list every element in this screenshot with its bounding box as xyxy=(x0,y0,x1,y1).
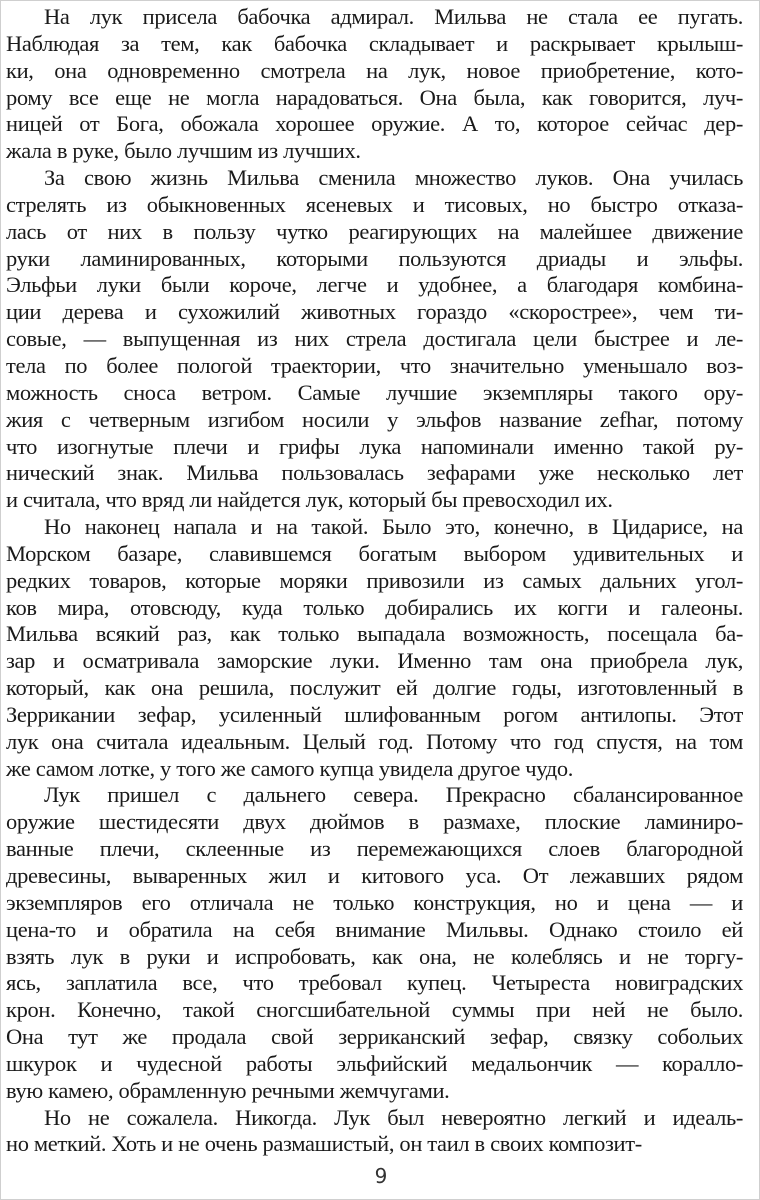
text-line: Эльфьи луки были короче, легче и удобнее, а благодаря комбина- xyxy=(6,272,743,298)
body-text xyxy=(6,4,743,1158)
text-line: Лук пришел с дальнего севера. Прекрасно сбалансированное xyxy=(44,782,743,808)
paragraph xyxy=(6,514,743,782)
text-line: ницей от Бога, обожала хорошее оружие. А то, которое сейчас дер- xyxy=(6,111,743,137)
paragraph xyxy=(6,1105,743,1159)
text-line: цена-то и обратила на себя внимание Мильвы. Однако стоило ей xyxy=(6,916,743,942)
text-line: тела по более пологой траектории, что значительно уменьшало воз- xyxy=(6,352,743,378)
text-line: лук она считала идеальным. Целый год. Потому что год спустя, на том xyxy=(6,728,743,754)
text-line: жала в руке, было лучшим из лучших. xyxy=(6,138,361,164)
text-line: оружие шестидесяти двух дюймов в размахе, плоские ламиниро- xyxy=(6,809,743,835)
text-line: совые, — выпущенная из них стрела достигала цели быстрее и ле- xyxy=(6,326,743,352)
text-line: На лук присела бабочка адмирал. Мильва не стала ее пугать. xyxy=(44,4,743,29)
text-line: нический знак. Мильва пользовалась зефарами уже несколько лет xyxy=(6,460,743,486)
paragraph xyxy=(6,782,743,1104)
text-line: же самом лотке, у того же самого купца увидела другое чудо. xyxy=(6,755,574,781)
text-line: взять лук в руки и испробовать, как она, не колеблясь и не торгу- xyxy=(6,943,743,969)
text-line: Зеррикании зефар, усиленный шлифованным рогом антилопы. Этот xyxy=(6,701,743,727)
page-number: 9 xyxy=(374,1164,388,1188)
text-line: Она тут же продала свой зерриканский зефар, связку собольих xyxy=(6,1024,743,1050)
text-line: лась от них в пользу чутко реагирующих на малейшее движение xyxy=(6,218,743,244)
text-line: жия с четверным изгибом носили у эльфов название zefhar, потому xyxy=(6,406,743,432)
text-line: ков мира, отовсюду, куда только добирались их когги и галеоны. xyxy=(6,594,743,620)
text-line: ясь, заплатила все, что требовал купец. Четыреста новиградских xyxy=(6,970,743,996)
text-line: ки, она одновременно смотрела на лук, новое приобретение, кото- xyxy=(6,57,743,83)
text-line: который, как она решила, послужит ей долгие годы, изготовленный в xyxy=(6,675,743,701)
text-line: Наблюдая за тем, как бабочка складывает и раскрывает крылыш- xyxy=(6,30,743,56)
text-line: редких товаров, которые моряки привозили из самых дальних угол- xyxy=(6,567,743,593)
text-line: За свою жизнь Мильва сменила множество луков. Она училась xyxy=(44,165,743,191)
text-line: можность сноса ветром. Самые лучшие экземпляры такого ору- xyxy=(6,379,743,405)
text-line: зар и осматривала заморские луки. Именно там она приобрела лук, xyxy=(6,648,743,674)
text-line: древесины, вываренных жил и китового уса. От лежавших рядом xyxy=(6,863,743,888)
text-line: Но наконец напала и на такой. Было это, конечно, в Цидарисе, на xyxy=(44,514,743,540)
text-line: Морском базаре, славившемся богатым выбором удивительных и xyxy=(6,540,743,566)
text-line: экземпляров его отличала не только конструкция, но и цена — и xyxy=(6,889,743,915)
text-line: рому все еще не могла нарадоваться. Она была, как говорится, луч- xyxy=(6,84,743,110)
text-line: ции дерева и сухожилий животных гораздо «скорострее», чем ти- xyxy=(6,299,743,325)
text-line: руки ламинированных, которыми пользуются дриады и эльфы. xyxy=(6,245,743,271)
text-line: но меткий. Хоть и не очень размашистый, он таил в своих композит- xyxy=(6,1131,642,1157)
text-line: что изогнутые плечи и грифы лука напоминали именно такой ру- xyxy=(6,433,743,459)
text-line: Мильва всякий раз, как только выпадала возможность, посещала ба- xyxy=(6,621,743,647)
text-line: шкурок и чудесной работы эльфийский медальончик — коралло- xyxy=(6,1050,743,1076)
paragraph xyxy=(6,4,743,165)
text-line: крон. Конечно, такой сногсшибательной суммы при ней не было. xyxy=(6,997,743,1023)
text-line: вую камею, обрамленную речными жемчугами. xyxy=(6,1077,450,1103)
paragraph xyxy=(6,165,743,514)
text-line: ванные плечи, склеенные из перемежающихся слоев благородной xyxy=(6,836,743,862)
text-line: Но не сожалела. Никогда. Лук был невероятно легкий и идеаль- xyxy=(44,1104,743,1130)
text-line: и считала, что вряд ли найдется лук, который бы превосходил их. xyxy=(6,487,613,513)
text-line: стрелять из обыкновенных ясеневых и тисовых, но быстро отказа- xyxy=(6,191,743,217)
